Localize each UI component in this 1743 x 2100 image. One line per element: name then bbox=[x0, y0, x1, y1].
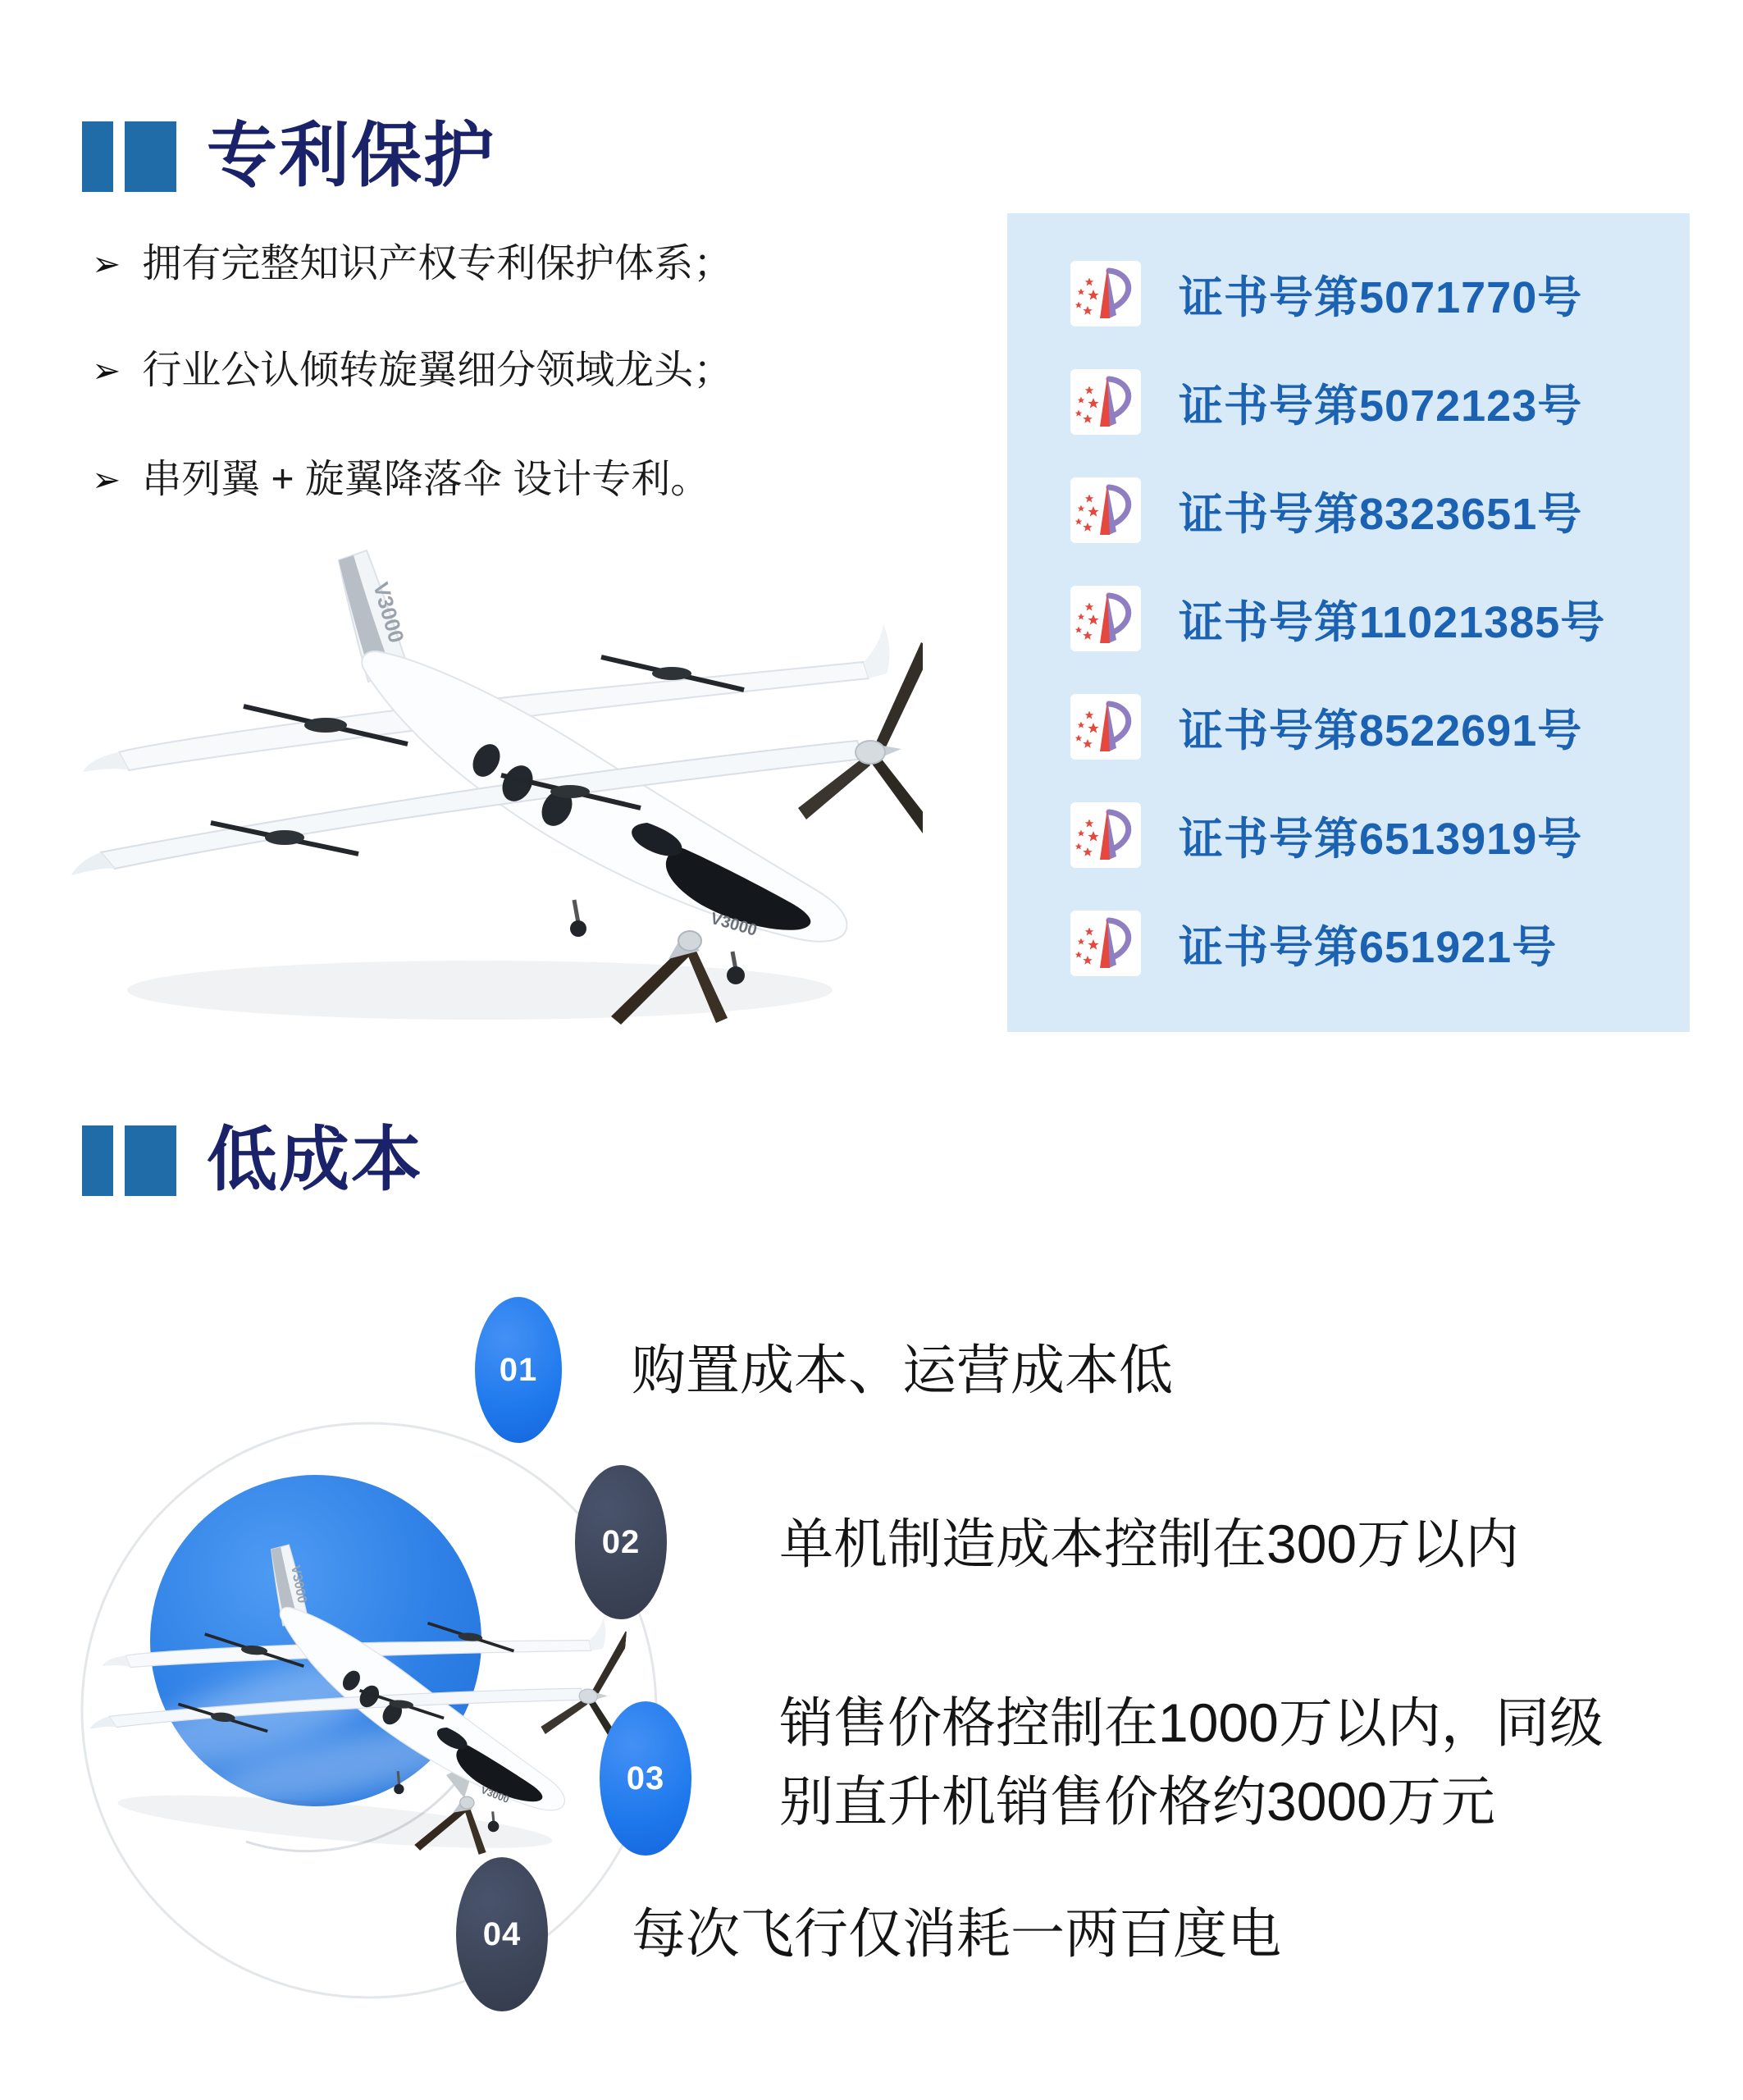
patent-office-logo-icon bbox=[1070, 586, 1141, 651]
patent-bullet-1 bbox=[92, 238, 732, 290]
patent-bullet-text: 串列翼 + 旋翼降落伞 设计专利。 bbox=[142, 458, 710, 501]
patent-section-title: 专利保护 bbox=[207, 116, 495, 195]
step-number: 02 bbox=[601, 1523, 641, 1560]
cost-item-text-02 bbox=[779, 1504, 1519, 1583]
patent-bullet-2 bbox=[92, 345, 732, 397]
step-badge-04 bbox=[456, 1857, 548, 2011]
cost-item-line: 每次飞行仅消耗一两百度电 bbox=[632, 1903, 1281, 1964]
certificate-row bbox=[1070, 907, 1557, 979]
patent-bullet-text: 行业公认倾转旋翼细分领域龙头； bbox=[142, 349, 733, 392]
certificate-number: 证书号第8323651号 bbox=[1179, 489, 1583, 539]
cost-item-text-03 bbox=[779, 1683, 1604, 1841]
certificate-row bbox=[1070, 366, 1582, 438]
patent-bullet-3 bbox=[92, 454, 710, 506]
patent-office-logo-icon bbox=[1070, 694, 1141, 760]
patent-office-logo-icon bbox=[1070, 369, 1141, 435]
patent-office-logo-icon bbox=[1070, 802, 1141, 868]
step-number: 03 bbox=[626, 1760, 665, 1796]
header-accent-bar bbox=[125, 121, 176, 192]
step-badge-01 bbox=[475, 1297, 562, 1443]
cost-section-title: 低成本 bbox=[207, 1121, 423, 1199]
certificate-number: 证书号第6513919号 bbox=[1179, 814, 1583, 864]
certificate-number: 证书号第8522691号 bbox=[1179, 705, 1583, 756]
arrow-bullet-icon: ➢ bbox=[92, 244, 121, 283]
cost-item-line: 单机制造成本控制在300万以内 bbox=[779, 1513, 1520, 1574]
patent-office-logo-icon bbox=[1070, 261, 1141, 326]
certificate-row bbox=[1070, 258, 1582, 330]
certificate-number: 证书号第11021385号 bbox=[1179, 597, 1606, 647]
patent-bullet-text: 拥有完整知识产权专利保护体系； bbox=[142, 242, 733, 285]
header-accent-bar bbox=[82, 1125, 113, 1196]
step-badge-03 bbox=[600, 1701, 691, 1856]
cost-item-text-04 bbox=[632, 1894, 1281, 1973]
aircraft-render-small bbox=[60, 1519, 632, 1870]
cost-item-line: 销售价格控制在1000万以内，同级 bbox=[779, 1692, 1604, 1753]
step-number: 04 bbox=[482, 1915, 522, 1952]
arrow-bullet-icon: ➢ bbox=[92, 351, 121, 390]
certificate-number: 证书号第5072123号 bbox=[1179, 381, 1583, 431]
certificate-number: 证书号第651921号 bbox=[1179, 922, 1558, 972]
patent-office-logo-icon bbox=[1070, 911, 1141, 976]
step-number: 01 bbox=[499, 1351, 538, 1388]
patent-office-logo-icon bbox=[1070, 477, 1141, 543]
certificate-number: 证书号第5071770号 bbox=[1179, 272, 1583, 322]
header-accent-bar bbox=[125, 1125, 176, 1196]
aircraft-render-large bbox=[37, 537, 923, 1029]
certificate-row bbox=[1070, 582, 1605, 655]
step-badge-02 bbox=[575, 1465, 667, 1619]
arrow-bullet-icon: ➢ bbox=[92, 460, 121, 499]
certificate-row bbox=[1070, 474, 1582, 546]
certificate-row bbox=[1070, 799, 1582, 871]
cost-item-line: 别直升机销售价格约3000万元 bbox=[779, 1771, 1495, 1832]
header-accent-bar bbox=[82, 121, 113, 192]
certificate-panel bbox=[1007, 213, 1690, 1032]
certificate-row bbox=[1070, 691, 1582, 763]
cost-item-line: 购置成本、运营成本低 bbox=[632, 1340, 1173, 1400]
cost-item-text-01 bbox=[632, 1331, 1173, 1409]
